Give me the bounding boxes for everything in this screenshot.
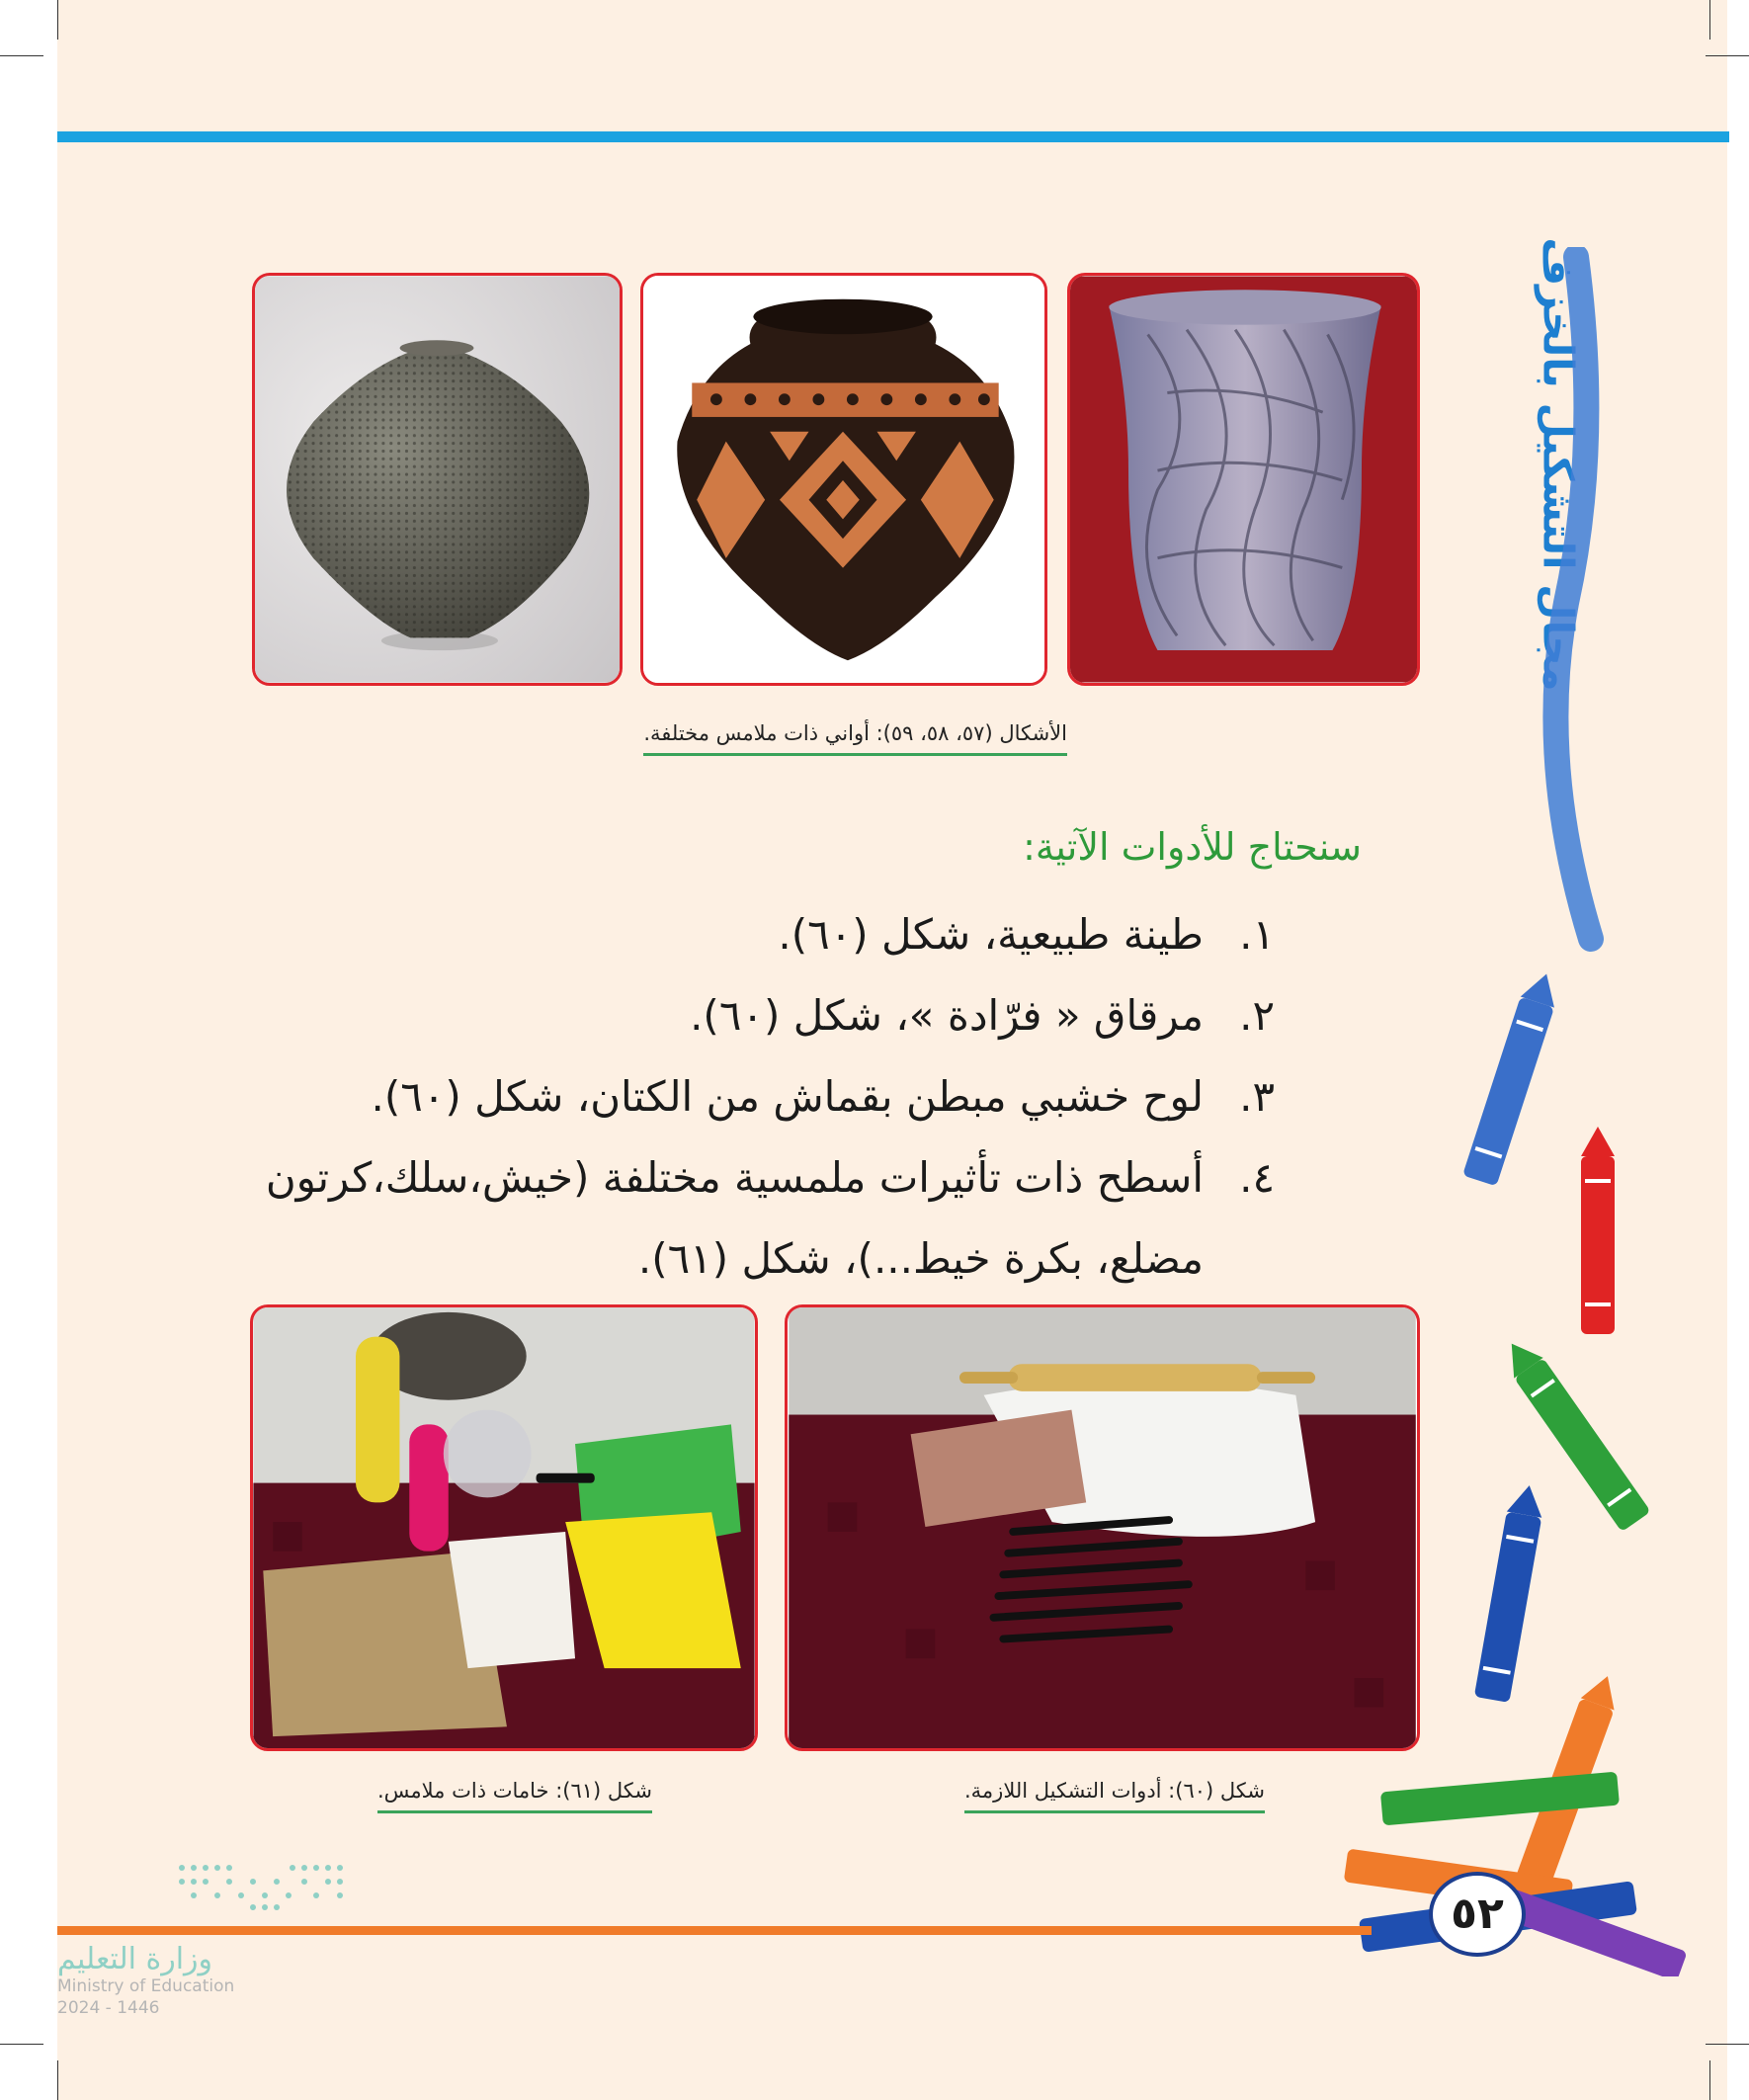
- page-number: ٥٢: [1429, 1872, 1526, 1957]
- list-item-number: ٤.: [1239, 1153, 1275, 1202]
- crayons-decoration: [1275, 959, 1690, 1976]
- blue-paint-stroke: [1522, 247, 1621, 959]
- photo-figure-59-textured-vase: [252, 273, 623, 686]
- list-item-text: أسطح ذات تأثيرات ملمسية مختلفة (خيش،سلك،كرتون مضلع، بكرة خيط...)، شكل (٦١).: [265, 1153, 1204, 1283]
- ministry-name-english: Ministry of Education: [57, 1976, 235, 1996]
- photo-figure-58-geometric-pot: [640, 273, 1047, 686]
- crop-mark: [1706, 2044, 1749, 2045]
- list-item-number: ٢.: [1239, 991, 1275, 1040]
- ministry-logo-dots: [176, 1860, 354, 1915]
- side-title-text: مجال التشكيل بالخزف: [1534, 237, 1583, 692]
- photo-figure-61-texture-materials: [250, 1304, 758, 1751]
- list-item: [188, 975, 1275, 1056]
- figure-61-caption: شكل (٦١): خامات ذات ملامس.: [377, 1779, 652, 1813]
- crop-mark: [1709, 2060, 1710, 2100]
- tools-list: [188, 894, 1275, 1300]
- list-item: [188, 894, 1275, 975]
- list-item: [188, 1137, 1275, 1300]
- photo-figure-57-carved-vessel: [1067, 273, 1420, 686]
- list-item-number: ٣.: [1239, 1072, 1275, 1121]
- ministry-name-arabic: وزارة التعليم: [57, 1942, 213, 1976]
- edition-year: 2024 - 1446: [57, 1998, 160, 2018]
- crop-mark: [1709, 0, 1710, 40]
- tools-heading: سنحتاج للأدوات الآتية:: [1023, 825, 1362, 869]
- crop-mark: [1706, 55, 1749, 56]
- figures-57-59-caption: الأشكال (٥٧، ٥٨، ٥٩): أواني ذات ملامس مختلفة.: [643, 721, 1067, 756]
- list-item: [188, 1056, 1275, 1137]
- top-accent-line: [57, 131, 1729, 142]
- list-item-number: ١.: [1239, 910, 1275, 959]
- crop-mark: [57, 2060, 58, 2100]
- crop-mark: [57, 0, 58, 40]
- bottom-accent-line: [57, 1926, 1372, 1935]
- list-item-text: مرقاق « فرّادة »، شكل (٦٠).: [690, 991, 1204, 1040]
- list-item-text: لوح خشبي مبطن بقماش من الكتان، شكل (٦٠).: [371, 1072, 1204, 1121]
- figure-60-caption: شكل (٦٠): أدوات التشكيل اللازمة.: [964, 1779, 1265, 1813]
- crop-mark: [0, 2044, 43, 2045]
- crop-mark: [0, 55, 43, 56]
- list-item-text: طينة طبيعية، شكل (٦٠).: [778, 910, 1204, 959]
